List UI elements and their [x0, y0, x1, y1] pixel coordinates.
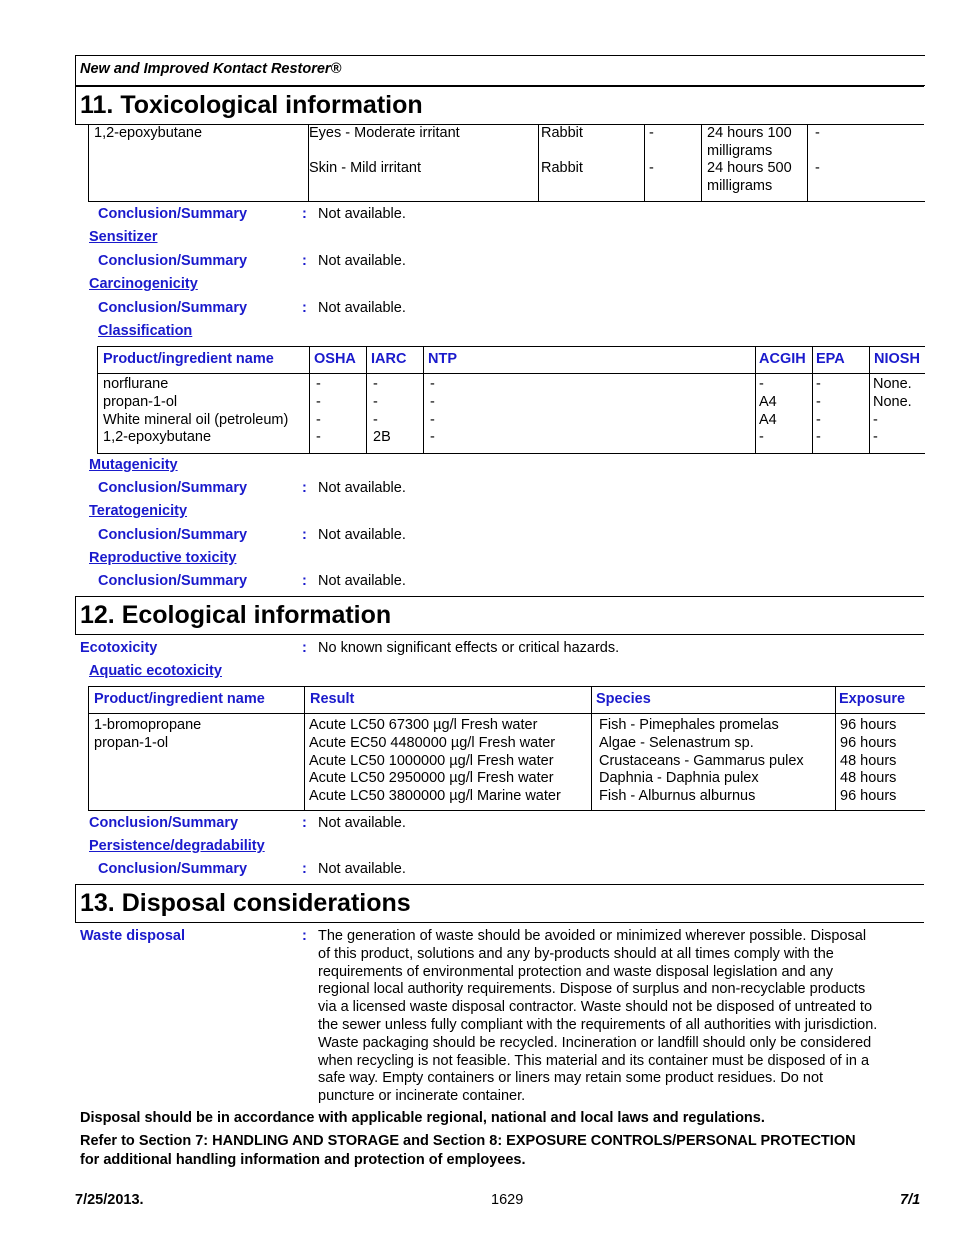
conclusion-label: Conclusion/Summary: [89, 815, 239, 831]
col-header-species: Species: [596, 691, 651, 707]
conclusion-label: Conclusion/Summary: [98, 253, 248, 269]
table-cell: -: [873, 429, 878, 446]
paragraph-line: when recycling is not feasible. This material and its container must be disposed of in a: [318, 1052, 870, 1069]
table-cell: propan-1-ol: [94, 734, 169, 751]
paragraph-line: the sewer unless fully compliant with the requirements of all authorities with jurisdiction.: [318, 1016, 878, 1033]
irritation-score: -: [649, 125, 654, 141]
conclusion-label: Conclusion/Summary: [98, 480, 248, 496]
conclusion-value: Not available.: [318, 300, 406, 316]
conclusion-label: Conclusion/Summary: [98, 527, 248, 543]
col-header-name: Product/ingredient name: [94, 691, 265, 707]
irritation-exposure: 24 hours 500 milligrams: [707, 160, 792, 194]
footer-page-number: 7/1: [900, 1192, 921, 1208]
irritation-species: Rabbit: [541, 160, 583, 176]
refer-note-line2: for additional handling information and protection of employees.: [80, 1152, 526, 1168]
conclusion-label: Conclusion/Summary: [98, 206, 248, 222]
table-cell: Algae - Selenastrum sp.: [599, 734, 754, 751]
table-cell: norflurane: [103, 376, 169, 392]
conclusion-label: Conclusion/Summary: [98, 573, 248, 589]
conclusion-value: Not available.: [318, 573, 406, 589]
section-12-title: 12. Ecological information: [75, 596, 924, 635]
irritation-species: Rabbit: [541, 125, 583, 141]
table-cell: 96 hours: [840, 788, 897, 805]
table-cell: Fish - Alburnus alburnus: [599, 788, 756, 805]
ecotoxicity-value: No known significant effects or critical hazards.: [318, 640, 620, 656]
colon: :: [302, 480, 307, 496]
paragraph-line: regional local authority requirements. Dispose of surplus and non-recyclable products: [318, 981, 866, 998]
paragraph-line: puncture or incinerate container.: [318, 1088, 526, 1105]
irritation-observation: -: [815, 160, 820, 176]
teratogenicity-heading[interactable]: Teratogenicity: [89, 503, 188, 519]
table-cell: Daphnia - Daphnia pulex: [599, 770, 759, 787]
table-cell: -: [373, 376, 378, 392]
footer-code: 1629: [491, 1192, 524, 1208]
irritation-ingredient: 1,2-epoxybutane: [94, 125, 203, 141]
table-cell: -: [316, 429, 321, 446]
colon: :: [302, 928, 307, 944]
col-header-iarc: IARC: [371, 351, 407, 367]
aquatic-ecotoxicity-heading[interactable]: Aquatic ecotoxicity: [89, 663, 222, 679]
col-header-exposure: Exposure: [839, 691, 906, 707]
table-cell: Acute LC50 3800000 µg/l Marine water: [309, 788, 561, 805]
table-cell: None.: [873, 393, 912, 410]
col-header-result: Result: [310, 691, 355, 707]
table-cell: Acute LC50 67300 µg/l Fresh water: [309, 717, 538, 733]
table-cell: A4: [759, 411, 777, 428]
table-cell: -: [816, 393, 821, 410]
classification-table: [97, 346, 925, 454]
table-cell: Fish - Pimephales promelas: [599, 717, 779, 733]
table-cell: Crustaceans - Gammarus pulex: [599, 752, 804, 769]
table-cell: 1,2-epoxybutane: [103, 429, 212, 446]
table-cell: Acute LC50 1000000 µg/l Fresh water: [309, 752, 554, 769]
paragraph-line: safe way. Empty containers or liners may retain some product residues. Do not: [318, 1070, 824, 1087]
section-13-title: 13. Disposal considerations: [75, 884, 924, 923]
table-cell: Acute LC50 2950000 µg/l Fresh water: [309, 770, 554, 787]
table-cell: 2B: [373, 429, 391, 446]
col-header-osha: OSHA: [314, 351, 356, 367]
paragraph-line: requirements of environmental protection and waste disposal legislation and any: [318, 963, 834, 980]
table-cell: 1-bromopropane: [94, 717, 202, 733]
table-cell: 96 hours: [840, 734, 897, 751]
paragraph-line: The generation of waste should be avoided or minimized wherever possible. Disposal: [318, 928, 867, 944]
colon: :: [302, 861, 307, 877]
paragraph-line: Waste packaging should be recycled. Incineration or landfill should only be considered: [318, 1034, 872, 1051]
colon: :: [302, 300, 307, 316]
waste-disposal-label: Waste disposal: [80, 928, 186, 944]
conclusion-label: Conclusion/Summary: [98, 300, 248, 316]
table-cell: -: [759, 429, 764, 446]
table-cell: -: [430, 376, 435, 392]
irritation-result: Eyes - Moderate irritant: [309, 125, 460, 141]
conclusion-value: Not available.: [318, 815, 406, 831]
table-cell: -: [430, 393, 435, 410]
table-cell: -: [316, 411, 321, 428]
table-cell: 48 hours: [840, 752, 897, 769]
table-cell: None.: [873, 376, 912, 392]
table-cell: -: [373, 411, 378, 428]
mutagenicity-heading[interactable]: Mutagenicity: [89, 457, 178, 473]
col-header-name: Product/ingredient name: [103, 351, 274, 367]
persistence-heading[interactable]: Persistence/degradability: [89, 838, 265, 854]
table-cell: -: [816, 429, 821, 446]
disposal-note: Disposal should be in accordance with applicable regional, national and local laws and regulations.: [80, 1110, 765, 1126]
table-cell: -: [430, 411, 435, 428]
table-cell: -: [316, 393, 321, 410]
colon: :: [302, 815, 307, 831]
document-header: [75, 55, 925, 86]
colon: :: [302, 640, 307, 656]
product-name: New and Improved Kontact Restorer®: [80, 61, 342, 77]
waste-disposal-text: [318, 928, 924, 1106]
table-cell: Acute EC50 4480000 µg/l Fresh water: [309, 734, 556, 751]
paragraph-line: of this product, solutions and any by-products should at all times comply with the: [318, 945, 834, 962]
aquatic-table: [88, 686, 925, 811]
irritation-exposure: 24 hours 100 milligrams: [707, 125, 792, 159]
colon: :: [302, 206, 307, 222]
table-cell: -: [430, 429, 435, 446]
table-cell: propan-1-ol: [103, 393, 178, 410]
col-header-ntp: NTP: [428, 351, 457, 367]
col-header-acgih: ACGIH: [759, 351, 806, 367]
irritation-observation: -: [815, 125, 820, 141]
carcinogenicity-heading[interactable]: Carcinogenicity: [89, 276, 198, 292]
table-cell: -: [759, 376, 764, 392]
colon: :: [302, 527, 307, 543]
conclusion-value: Not available.: [318, 527, 406, 543]
irritation-score: -: [649, 160, 654, 176]
sensitizer-heading[interactable]: Sensitizer: [89, 229, 158, 245]
col-header-epa: EPA: [816, 351, 845, 367]
conclusion-label: Conclusion/Summary: [98, 861, 248, 877]
conclusion-value: Not available.: [318, 861, 406, 877]
colon: :: [302, 253, 307, 269]
classification-heading[interactable]: Classification: [98, 323, 193, 339]
ecotoxicity-label: Ecotoxicity: [80, 640, 158, 656]
section-11-title: 11. Toxicological information: [75, 86, 924, 125]
table-cell: -: [316, 376, 321, 392]
table-cell: 96 hours: [840, 717, 897, 733]
conclusion-value: Not available.: [318, 253, 406, 269]
table-cell: -: [816, 376, 821, 392]
paragraph-line: via a licensed waste disposal contractor. Waste should not be disposed of untreated to: [318, 999, 873, 1016]
table-cell: -: [816, 411, 821, 428]
irritation-result: Skin - Mild irritant: [309, 160, 421, 176]
table-cell: 48 hours: [840, 770, 897, 787]
col-header-niosh: NIOSH: [874, 351, 920, 367]
footer-date: 7/25/2013.: [75, 1192, 144, 1208]
reproductive-toxicity-heading[interactable]: Reproductive toxicity: [89, 550, 237, 566]
table-cell: -: [873, 411, 878, 428]
table-cell: White mineral oil (petroleum): [103, 411, 289, 428]
table-cell: A4: [759, 393, 777, 410]
refer-note-line1: Refer to Section 7: HANDLING AND STORAGE and Section 8: EXPOSURE CONTROLS/PERSONAL PROTECTION: [80, 1133, 856, 1149]
conclusion-value: Not available.: [318, 480, 406, 496]
colon: :: [302, 573, 307, 589]
table-cell: -: [373, 393, 378, 410]
irritation-table: [88, 125, 925, 202]
conclusion-value: Not available.: [318, 206, 406, 222]
